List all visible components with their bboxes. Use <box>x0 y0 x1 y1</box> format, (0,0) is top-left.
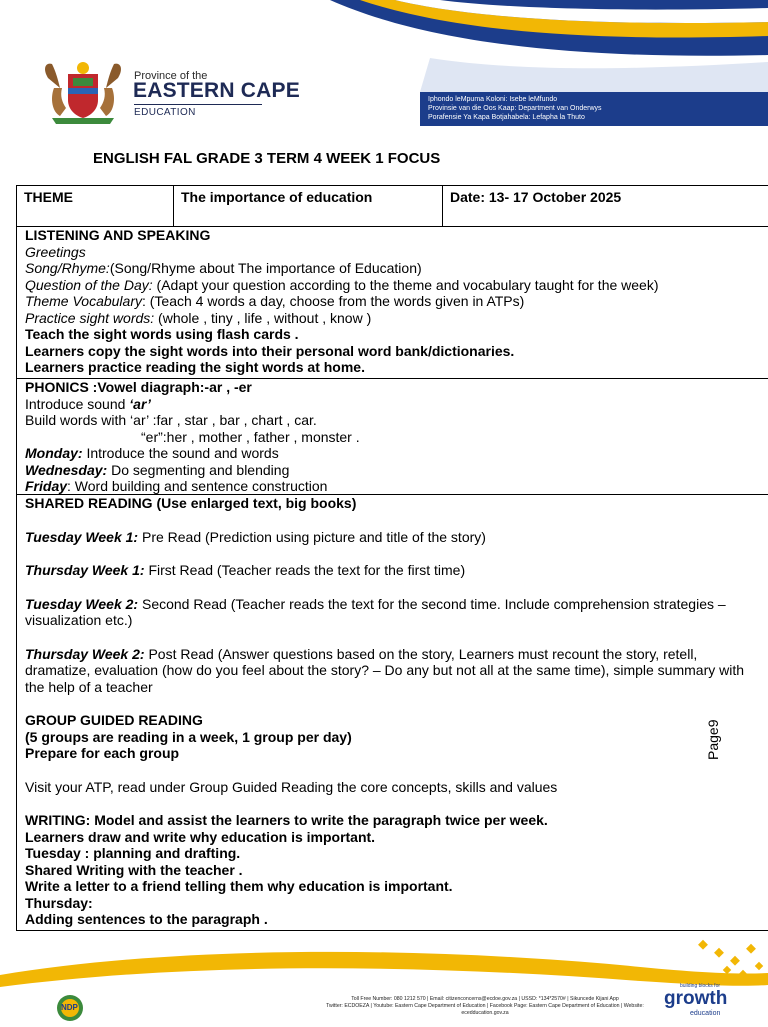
question-line <box>25 277 745 294</box>
home-practice-instruction: Learners practice reading the sight words at home. <box>25 359 365 375</box>
thursday-week2-line <box>25 646 745 696</box>
listening-content <box>25 227 745 376</box>
eastern-cape-logo <box>40 58 300 124</box>
banner-line-sotho: Porafensie Ya Kapa Botjahabela: Lefapha la Thuto <box>428 114 585 121</box>
footer-line: Toll Free Number: 080 1212 570 | Email: citizenconcerns@ecdoe.gov.za | USSD: *134*2570# | Sikuncede Kijani App <box>351 996 619 1002</box>
tuesday-week1-line <box>25 529 745 546</box>
vocabulary-label: Theme Vocabulary <box>25 293 142 309</box>
flash-cards-instruction: Teach the sight words using flash cards . <box>25 326 299 342</box>
vocabulary-text: : (Teach 4 words a day, choose from the words given in ATPs) <box>141 293 525 309</box>
coat-of-arms-icon <box>40 58 126 124</box>
sight-words-label: Practice sight words: <box>25 309 155 326</box>
build-words-ar: Build words with ‘ar’ :far , star , bar , chart , car. <box>25 412 317 428</box>
wednesday-label: Wednesday: <box>25 461 108 478</box>
spacer <box>25 579 745 596</box>
phonics-heading: PHONICS :Vowel diagraph:-ar , -er <box>25 379 252 395</box>
monday-text: Introduce the sound and words <box>82 445 279 461</box>
department-label: EDUCATION <box>134 107 196 118</box>
wednesday-line <box>25 462 745 479</box>
thursday-week1-label: Thursday Week 1: <box>25 562 145 578</box>
introduce-sound-text: Introduce sound <box>25 395 130 412</box>
footer-line: ecedducation.gov.za <box>461 1010 509 1016</box>
theme-row <box>17 186 768 227</box>
footer-line: Twitter: ECDOEZA | Youtube: Eastern Cape Department of Education | Facebook Page: Eastern Cape Department of Education | Website: <box>326 1003 644 1009</box>
listening-row <box>17 226 768 379</box>
friday-label: Friday <box>25 478 68 494</box>
writing-line: Tuesday : planning and drafting. <box>25 845 241 861</box>
thursday-week1-text: First Read (Teacher reads the text for the first time) <box>144 562 466 578</box>
ndp-label: NDP <box>61 1003 78 1012</box>
monday-line <box>25 445 745 462</box>
banner-line-xhosa: Iphondo leMpuma Koloni: Isebe leMfundo <box>428 96 558 103</box>
sight-words-line <box>25 310 745 327</box>
reading-writing-row <box>17 494 768 931</box>
spacer <box>25 762 745 779</box>
tuesday-week1-label: Tuesday Week 1: <box>25 528 139 545</box>
tuesday-week2-text: Second Read (Teacher reads the text for the second time. Include comprehension strategies – visualization etc.) <box>25 595 726 628</box>
writing-line: Thursday: <box>25 894 93 911</box>
thursday-week2-text: Post Read (Answer questions based on the story, Learners must recount the story, retell, dramatize, evaluation (how do you feel about the story? – Do any but not all at the same time), simple summary with the help of a teacher <box>25 645 745 695</box>
song-text: (Song/Rhyme about The importance of Education) <box>109 260 422 276</box>
date-label: Date: 13- 17 October 2025 <box>450 189 622 205</box>
build-words-er: “er”:her , mother , father , monster . <box>141 428 360 445</box>
province-label: Province of the <box>134 70 208 82</box>
reading-writing-content <box>25 495 745 928</box>
spacer <box>25 629 745 646</box>
lesson-plan-table <box>16 185 768 931</box>
thursday-week2-label: Thursday Week 2: <box>25 645 145 662</box>
growth-tagline: building blocks for <box>680 983 721 989</box>
growth-education-label: education <box>690 1010 721 1017</box>
growth-logo: growth <box>664 988 728 1009</box>
spacer <box>25 795 745 812</box>
monday-label: Monday: <box>25 445 83 461</box>
song-line <box>25 260 745 277</box>
tuesday-week1-text: Pre Read (Prediction using picture and title of the story) <box>138 528 486 545</box>
writing-line: WRITING: Model and assist the learners to write the paragraph twice per week. <box>25 812 548 828</box>
page-number: Page9 <box>705 719 721 760</box>
tuesday-week2-line <box>25 596 745 629</box>
province-name: EASTERN CAPE <box>133 79 300 102</box>
listening-heading: LISTENING AND SPEAKING <box>25 227 211 243</box>
wednesday-text: Do segmenting and blending <box>107 461 290 478</box>
logo-divider <box>134 104 262 105</box>
guided-reading-groups: (5 groups are reading in a week, 1 group per day) <box>25 728 352 745</box>
guided-reading-prepare: Prepare for each group <box>25 745 180 761</box>
word-bank-instruction: Learners copy the sight words into their personal word bank/dictionaries. <box>25 342 515 359</box>
friday-line <box>25 478 745 495</box>
shared-reading-heading: SHARED READING (Use enlarged text, big books) <box>25 495 357 511</box>
thursday-week1-line <box>25 562 745 579</box>
document-title: ENGLISH FAL GRADE 3 TERM 4 WEEK 1 FOCUS <box>93 150 441 167</box>
spacer <box>25 512 745 529</box>
sound-ar: ‘ar’ <box>129 395 151 412</box>
spacer <box>25 545 745 562</box>
banner-line-afrikaans: Provinsie van die Oos Kaap: Department van Onderwys <box>428 105 602 112</box>
writing-line: Shared Writing with the teacher . <box>25 861 243 878</box>
friday-text: : Word building and sentence construction <box>67 478 328 494</box>
question-label: Question of the Day: <box>25 276 153 293</box>
vocabulary-line <box>25 293 745 310</box>
sight-words-text: (whole , tiny , life , without , know ) <box>154 309 372 326</box>
question-text: (Adapt your question according to the theme and vocabulary taught for the week) <box>152 276 659 293</box>
writing-line: Learners draw and write why education is important. <box>25 828 376 845</box>
introduce-sound-line <box>25 396 745 413</box>
tuesday-week2-label: Tuesday Week 2: <box>25 595 139 612</box>
theme-value: The importance of education <box>181 189 373 205</box>
spacer <box>25 695 745 712</box>
footer-contact-info <box>300 996 670 1017</box>
ndp-logo <box>52 994 88 1022</box>
song-label: Song/Rhyme: <box>25 260 110 276</box>
writing-line: Adding sentences to the paragraph . <box>25 911 268 927</box>
greetings-text: Greetings <box>25 243 86 260</box>
writing-line: Write a letter to a friend telling them why education is important. <box>25 878 453 894</box>
guided-reading-visit: Visit your ATP, read under Group Guided Reading the core concepts, skills and values <box>25 778 558 795</box>
department-banner <box>420 92 768 126</box>
theme-label: THEME <box>24 189 73 205</box>
guided-reading-heading: GROUP GUIDED READING <box>25 712 203 728</box>
phonics-row <box>17 378 768 495</box>
phonics-content <box>25 379 745 495</box>
